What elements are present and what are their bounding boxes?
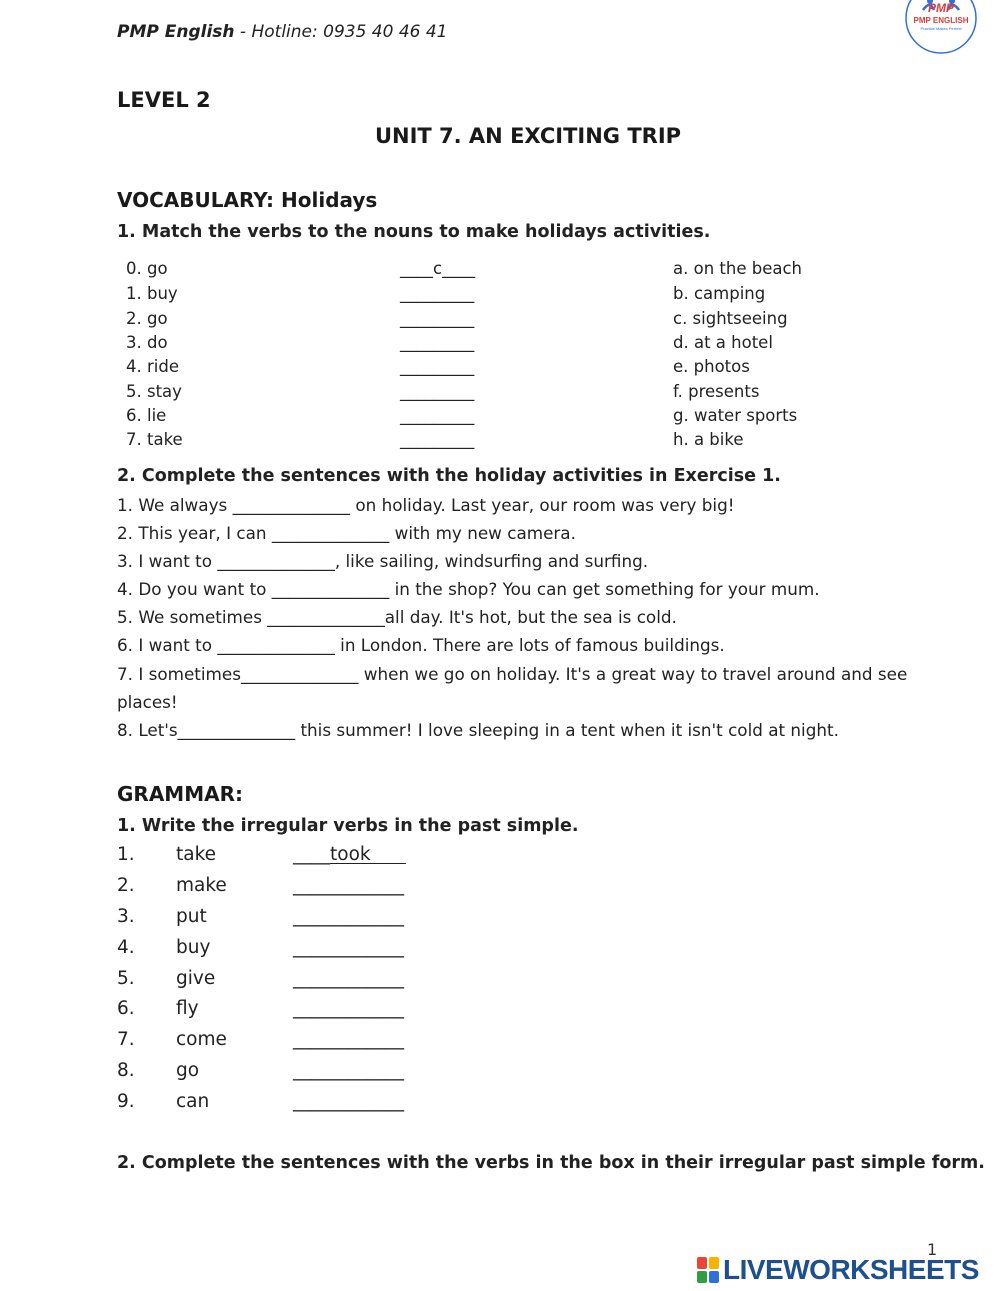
liveworksheets-blocks-icon [697, 1257, 721, 1285]
logo-name: PMP ENGLISH [913, 16, 969, 25]
verb-row [0, 968, 600, 996]
verb-number: 5. [117, 968, 135, 989]
base-verb: make [176, 875, 227, 896]
vocab-exercise1-title: 1. Match the verbs to the nouns to make holidays activities. [117, 222, 711, 242]
match-answer-blank[interactable]: _________ [400, 309, 475, 328]
match-answer-blank[interactable]: _________ [400, 430, 475, 449]
match-noun: c. sightseeing [673, 309, 788, 328]
match-verb: 1. buy [126, 284, 178, 303]
header-separator: - [234, 22, 252, 42]
pmp-english-logo [903, 0, 979, 56]
sentence: 4. Do you want to ______________ in the shop? You can get something for your mum. [117, 579, 820, 599]
grammar-exercise2-title: 2. Complete the sentences with the verbs in the box in their irregular past simple form. [117, 1153, 985, 1173]
match-answer-blank[interactable]: _________ [400, 406, 475, 425]
match-verb: 7. take [126, 430, 183, 449]
page-number: 1 [927, 1240, 938, 1259]
match-row [0, 357, 1000, 381]
sentence: 2. This year, I can ______________ with my new camera. [117, 523, 576, 543]
base-verb: take [176, 844, 217, 865]
sentence: 8. Let's______________ this summer! I love sleeping in a tent when it isn't cold at night. [117, 720, 839, 740]
match-answer-blank[interactable]: _________ [400, 382, 475, 401]
match-row [0, 284, 1000, 308]
match-noun: e. photos [673, 357, 750, 376]
match-row [0, 333, 1000, 357]
base-verb: come [176, 1029, 227, 1050]
past-answer-blank[interactable]: ____________ [293, 1060, 404, 1081]
verb-number: 8. [117, 1060, 135, 1081]
match-row [0, 309, 1000, 333]
verb-number: 1. [117, 844, 135, 865]
brand-name: PMP English [117, 22, 235, 42]
past-answer-blank[interactable]: ____________ [293, 1091, 404, 1112]
past-answer-blank[interactable]: ____________ [293, 906, 404, 927]
sentence: 5. We sometimes ______________all day. It's hot, but the sea is cold. [117, 607, 677, 627]
match-verb: 6. lie [126, 406, 167, 425]
example-blank: ____ [293, 844, 330, 865]
sentence: 1. We always ______________ on holiday. Last year, our room was very big! [117, 495, 735, 515]
match-verb: 3. do [126, 333, 168, 352]
match-answer-blank[interactable]: _________ [400, 357, 475, 376]
match-row [0, 406, 1000, 430]
past-answer[interactable] [293, 844, 406, 865]
hotline: Hotline: 0935 40 46 41 [251, 22, 448, 42]
logo-pmp: PMP [927, 1, 955, 15]
past-answer-blank[interactable]: ____________ [293, 875, 404, 896]
match-verb: 2. go [126, 309, 168, 328]
base-verb: can [176, 1091, 210, 1112]
match-answer-blank[interactable]: ____c____ [400, 259, 476, 278]
verb-row [0, 1091, 600, 1119]
verb-row [0, 906, 600, 934]
match-verb: 5. stay [126, 382, 182, 401]
match-answer-blank[interactable]: _________ [400, 284, 475, 303]
verb-number: 4. [117, 937, 135, 958]
past-answer-blank[interactable]: ____________ [293, 998, 404, 1019]
verb-number: 9. [117, 1091, 135, 1112]
verb-number: 2. [117, 875, 135, 896]
sentence: 7. I sometimes______________ when we go on holiday. It's a great way to travel around and see [117, 664, 908, 684]
match-row [0, 430, 1000, 454]
level-title: LEVEL 2 [117, 88, 211, 112]
liveworksheets-logo [697, 1253, 997, 1287]
vocabulary-title: VOCABULARY: Holidays [117, 188, 378, 212]
verb-row [0, 875, 600, 903]
verb-number: 3. [117, 906, 135, 927]
verb-row [0, 1060, 600, 1088]
liveworksheets-text: LIVEWORKSHEETS [723, 1254, 979, 1285]
vocab-exercise2-title: 2. Complete the sentences with the holiday activities in Exercise 1. [117, 466, 781, 486]
match-noun: f. presents [673, 382, 760, 401]
past-answer-blank[interactable]: ____________ [293, 1029, 404, 1050]
match-noun: g. water sports [673, 406, 798, 425]
grammar-title: GRAMMAR: [117, 782, 243, 806]
match-noun: d. at a hotel [673, 333, 773, 352]
match-noun: h. a bike [673, 430, 744, 449]
verb-number: 7. [117, 1029, 135, 1050]
match-answer-blank[interactable]: _________ [400, 333, 475, 352]
verb-number: 6. [117, 998, 135, 1019]
page-header [117, 22, 448, 42]
base-verb: give [176, 968, 216, 989]
past-answer-blank[interactable]: ____________ [293, 937, 404, 958]
unit-title: UNIT 7. AN EXCITING TRIP [374, 124, 682, 148]
base-verb: put [176, 906, 207, 927]
verb-row [0, 998, 600, 1026]
match-row [0, 259, 1000, 283]
grammar-exercise1-title: 1. Write the irregular verbs in the past simple. [117, 816, 579, 836]
match-noun: a. on the beach [673, 259, 802, 278]
match-verb: 0. go [126, 259, 168, 278]
verb-row [0, 844, 600, 872]
base-verb: fly [176, 998, 199, 1019]
sentence: 6. I want to ______________ in London. There are lots of famous buildings. [117, 635, 725, 655]
sentence-continuation: places! [117, 692, 178, 712]
verb-row [0, 1029, 600, 1057]
example-answer: took [330, 844, 406, 865]
past-answer-blank[interactable]: ____________ [293, 968, 404, 989]
match-verb: 4. ride [126, 357, 179, 376]
logo-tagline: Practice Makes Perfect [920, 26, 962, 31]
base-verb: buy [176, 937, 211, 958]
match-row [0, 382, 1000, 406]
sentence: 3. I want to ______________, like sailing, windsurfing and surfing. [117, 551, 649, 571]
match-noun: b. camping [673, 284, 766, 303]
verb-row [0, 937, 600, 965]
base-verb: go [176, 1060, 200, 1081]
